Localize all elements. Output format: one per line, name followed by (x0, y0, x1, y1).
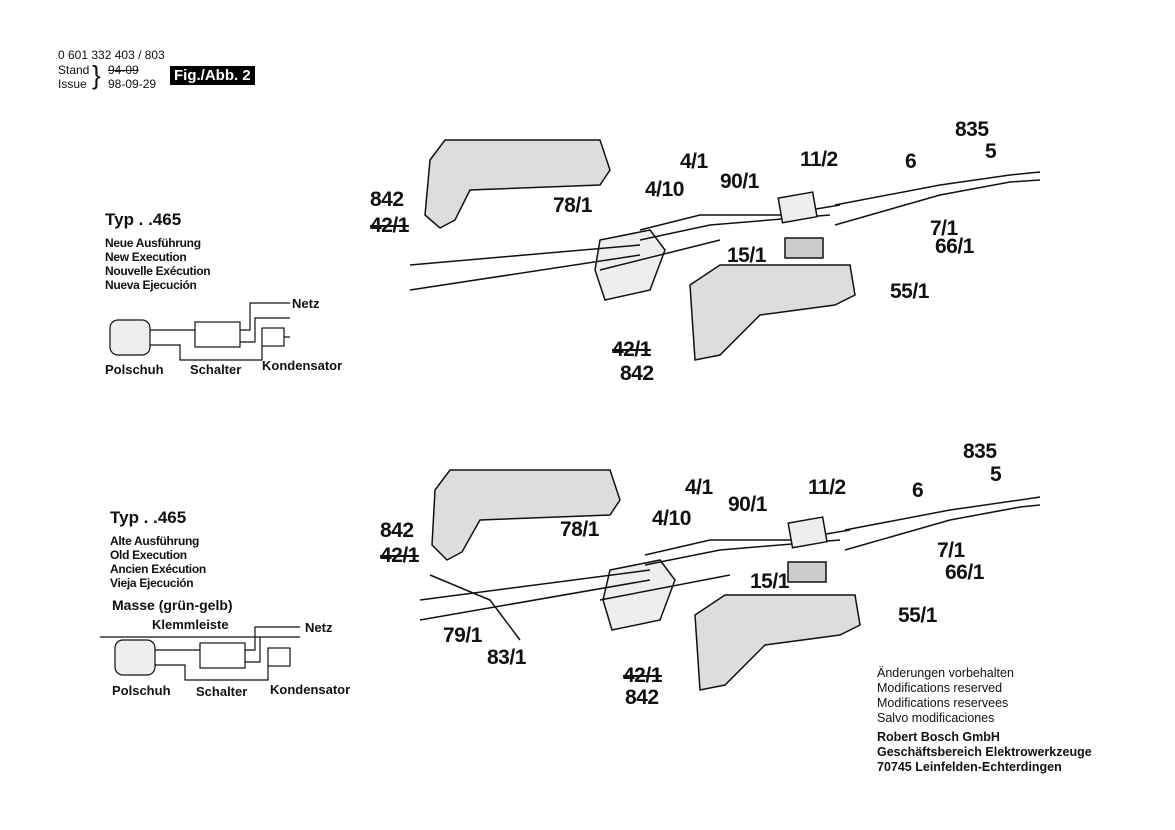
execution-es-bottom: Vieja Ejecución (110, 576, 194, 590)
execution-de-bottom: Alte Ausführung (110, 534, 200, 548)
part-label: 78/1 (553, 194, 592, 217)
wiring-netz-top: Netz (292, 296, 320, 311)
wiring-diagram-bottom (100, 627, 300, 680)
part-label: 90/1 (720, 170, 759, 193)
brush-top (785, 238, 823, 258)
wiring-schalter-bottom: Schalter (196, 684, 248, 699)
stand-label: Stand (58, 63, 90, 77)
stand-value: 94-09 (108, 63, 139, 77)
part-label: 842 (625, 686, 659, 709)
wire-top (410, 240, 720, 290)
company-division: Geschäftsbereich Elektrowerkzeuge (877, 745, 1092, 759)
part-label: 4/10 (645, 178, 684, 201)
wiring-polschuh-bottom: Polschuh (112, 683, 171, 698)
part-label: 4/1 (685, 476, 713, 499)
wiring-klemmleiste: Klemmleiste (152, 617, 229, 632)
part-label: 15/1 (727, 244, 766, 267)
brush-bottom (788, 562, 826, 582)
wiring-masse: Masse (grün-gelb) (112, 597, 233, 613)
part-label: 6 (905, 150, 917, 173)
part-label: 7/1 (930, 217, 958, 240)
capacitor-bottom (788, 517, 827, 548)
part-label: 66/1 (935, 235, 974, 258)
wiring-kondensator-bottom: Kondensator (270, 682, 351, 697)
execution-de-top: Neue Ausführung (105, 236, 201, 250)
part-label-superseded: 42/1 (370, 214, 409, 237)
part-label: 66/1 (945, 561, 984, 584)
wiring-schalter-top: Schalter (190, 362, 242, 377)
capacitor-top (778, 192, 817, 223)
part-label: 55/1 (890, 280, 929, 303)
part-label: 842 (620, 362, 654, 385)
company-name: Robert Bosch GmbH (877, 730, 1000, 744)
part-label-superseded: 42/1 (380, 544, 419, 567)
part-label: 79/1 (443, 624, 482, 647)
wiring-kondensator-top: Kondensator (262, 358, 343, 373)
part-label: 842 (370, 188, 404, 211)
switch-bottom (603, 560, 675, 630)
part-label: 11/2 (800, 148, 838, 171)
handle-cover-bottom (695, 595, 860, 690)
part-label: 842 (380, 519, 414, 542)
part-label: 5 (990, 463, 1002, 486)
wiring-netz-bottom: Netz (305, 620, 333, 635)
note-fr: Modifications reservees (877, 696, 1009, 710)
part-label: 78/1 (560, 518, 599, 541)
part-label: 6 (912, 479, 924, 502)
note-en: Modifications reserved (877, 681, 1003, 695)
part-label: 55/1 (898, 604, 937, 627)
wiring-polschuh-top: Polschuh (105, 362, 164, 377)
type-label-bottom: Typ . .465 (110, 508, 187, 527)
part-label: 835 (955, 118, 989, 141)
part-label: 83/1 (487, 646, 526, 669)
part-label: 5 (985, 140, 997, 163)
part-label: 4/1 (680, 150, 708, 173)
part-label: 4/10 (652, 507, 691, 530)
part-label-superseded: 42/1 (612, 338, 651, 361)
housing-half-bottom (432, 470, 620, 560)
issue-value: 98-09-29 (108, 77, 157, 91)
figure-label: Fig./Abb. 2 (170, 66, 255, 85)
part-label: 11/2 (808, 476, 846, 499)
execution-fr-top: Nouvelle Exécution (105, 264, 211, 278)
execution-es-top: Nueva Ejecución (105, 278, 197, 292)
issue-label: Issue (58, 77, 87, 91)
execution-en-top: New Execution (105, 250, 187, 264)
part-number: 0 601 332 403 / 803 (58, 48, 165, 62)
switch-top (595, 230, 665, 300)
note-de: Änderungen vorbehalten (877, 666, 1014, 680)
type-label-top: Typ . .465 (105, 210, 182, 229)
part-label-superseded: 42/1 (623, 664, 662, 687)
brace-icon: } (92, 60, 101, 90)
part-label: 7/1 (937, 539, 965, 562)
handle-cover-top (690, 265, 855, 360)
company-address: 70745 Leinfelden-Echterdingen (877, 760, 1062, 774)
part-label: 90/1 (728, 493, 767, 516)
execution-fr-bottom: Ancien Exécution (110, 562, 206, 576)
part-label: 15/1 (750, 570, 789, 593)
wiring-diagram-top (110, 303, 290, 360)
execution-en-bottom: Old Execution (110, 548, 187, 562)
part-label: 835 (963, 440, 997, 463)
note-es: Salvo modificaciones (877, 711, 995, 725)
